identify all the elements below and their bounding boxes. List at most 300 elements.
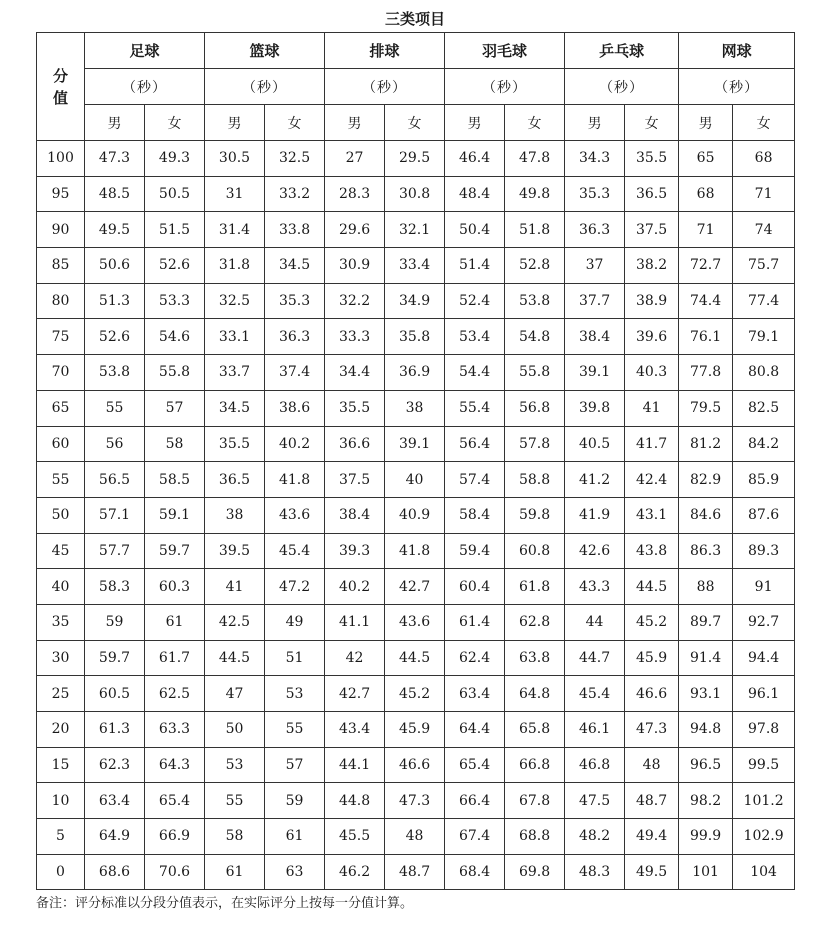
time-cell: 53.8 (505, 283, 565, 319)
time-cell: 60.5 (85, 676, 145, 712)
time-cell: 39.1 (385, 426, 445, 462)
time-cell: 29.5 (385, 141, 445, 177)
time-cell: 59.8 (505, 497, 565, 533)
time-cell: 82.9 (679, 462, 733, 498)
time-cell: 62.8 (505, 604, 565, 640)
time-cell: 71 (733, 176, 795, 212)
time-cell: 47 (205, 676, 265, 712)
time-cell: 56.5 (85, 462, 145, 498)
unit-label: （秒） (205, 69, 325, 105)
time-cell: 62.3 (85, 747, 145, 783)
time-cell: 63 (265, 854, 325, 890)
time-cell: 55.8 (505, 355, 565, 391)
time-cell: 57.8 (505, 426, 565, 462)
time-cell: 61.7 (145, 640, 205, 676)
score-cell: 60 (37, 426, 85, 462)
table-row (37, 747, 795, 783)
time-cell: 51 (265, 640, 325, 676)
time-cell: 33.4 (385, 248, 445, 284)
time-cell: 51.4 (445, 248, 505, 284)
time-cell: 36.9 (385, 355, 445, 391)
time-cell: 64.4 (445, 712, 505, 748)
time-cell: 30.8 (385, 176, 445, 212)
time-cell: 58.4 (445, 497, 505, 533)
time-cell: 65.4 (145, 783, 205, 819)
time-cell: 27 (325, 141, 385, 177)
male-label: 男 (679, 105, 733, 141)
time-cell: 79.1 (733, 319, 795, 355)
time-cell: 44 (565, 604, 625, 640)
time-cell: 94.8 (679, 712, 733, 748)
score-cell: 50 (37, 497, 85, 533)
time-cell: 33.3 (325, 319, 385, 355)
time-cell: 63.8 (505, 640, 565, 676)
time-cell: 34.3 (565, 141, 625, 177)
time-cell: 66.8 (505, 747, 565, 783)
time-cell: 36.6 (325, 426, 385, 462)
footnote: 备注：评分标准以分段分值表示，在实际评分上按每一分值计算。 (36, 896, 414, 911)
time-cell: 74.4 (679, 283, 733, 319)
time-cell: 31 (205, 176, 265, 212)
table-row (37, 141, 795, 177)
time-cell: 45.4 (565, 676, 625, 712)
time-cell: 30.9 (325, 248, 385, 284)
time-cell: 41 (205, 569, 265, 605)
score-cell: 20 (37, 712, 85, 748)
time-cell: 47.3 (385, 783, 445, 819)
time-cell: 36.3 (265, 319, 325, 355)
time-cell: 42 (325, 640, 385, 676)
female-label: 女 (505, 105, 565, 141)
time-cell: 39.8 (565, 390, 625, 426)
time-cell: 97.8 (733, 712, 795, 748)
time-cell: 59.1 (145, 497, 205, 533)
time-cell: 81.2 (679, 426, 733, 462)
time-cell: 102.9 (733, 819, 795, 855)
time-cell: 43.6 (265, 497, 325, 533)
time-cell: 38.2 (625, 248, 679, 284)
table-row (37, 319, 795, 355)
time-cell: 49.4 (625, 819, 679, 855)
time-cell: 36.5 (625, 176, 679, 212)
time-cell: 33.7 (205, 355, 265, 391)
time-cell: 40.2 (325, 569, 385, 605)
time-cell: 45.2 (385, 676, 445, 712)
score-cell: 65 (37, 390, 85, 426)
female-label: 女 (385, 105, 445, 141)
score-cell: 40 (37, 569, 85, 605)
time-cell: 87.6 (733, 497, 795, 533)
time-cell: 57 (145, 390, 205, 426)
time-cell: 53.3 (145, 283, 205, 319)
time-cell: 55 (85, 390, 145, 426)
time-cell: 32.1 (385, 212, 445, 248)
time-cell: 44.8 (325, 783, 385, 819)
time-cell: 80.8 (733, 355, 795, 391)
male-label: 男 (325, 105, 385, 141)
time-cell: 62.5 (145, 676, 205, 712)
table-row (37, 533, 795, 569)
table-row (37, 712, 795, 748)
table-row (37, 248, 795, 284)
time-cell: 42.5 (205, 604, 265, 640)
time-cell: 48.5 (85, 176, 145, 212)
time-cell: 101.2 (733, 783, 795, 819)
time-cell: 42.7 (325, 676, 385, 712)
time-cell: 38 (385, 390, 445, 426)
time-cell: 47.5 (565, 783, 625, 819)
time-cell: 67.8 (505, 783, 565, 819)
time-cell: 59 (85, 604, 145, 640)
score-cell: 90 (37, 212, 85, 248)
time-cell: 38.4 (565, 319, 625, 355)
time-cell: 58.8 (505, 462, 565, 498)
time-cell: 37.7 (565, 283, 625, 319)
time-cell: 53.8 (85, 355, 145, 391)
time-cell: 85.9 (733, 462, 795, 498)
time-cell: 70.6 (145, 854, 205, 890)
time-cell: 88 (679, 569, 733, 605)
time-cell: 41 (625, 390, 679, 426)
time-cell: 47.2 (265, 569, 325, 605)
time-cell: 33.1 (205, 319, 265, 355)
table-body (37, 141, 795, 890)
table-row (37, 497, 795, 533)
time-cell: 41.1 (325, 604, 385, 640)
time-cell: 35.3 (265, 283, 325, 319)
table-row (37, 283, 795, 319)
time-cell: 53 (265, 676, 325, 712)
unit-label: （秒） (85, 69, 205, 105)
time-cell: 94.4 (733, 640, 795, 676)
unit-label: （秒） (679, 69, 795, 105)
time-cell: 55 (265, 712, 325, 748)
time-cell: 47.3 (85, 141, 145, 177)
time-cell: 64.8 (505, 676, 565, 712)
table-row (37, 783, 795, 819)
time-cell: 38.9 (625, 283, 679, 319)
time-cell: 57.4 (445, 462, 505, 498)
unit-label: （秒） (445, 69, 565, 105)
time-cell: 40.2 (265, 426, 325, 462)
female-label: 女 (733, 105, 795, 141)
time-cell: 58 (145, 426, 205, 462)
time-cell: 82.5 (733, 390, 795, 426)
time-cell: 68 (733, 141, 795, 177)
time-cell: 34.5 (205, 390, 265, 426)
time-cell: 40.9 (385, 497, 445, 533)
time-cell: 46.1 (565, 712, 625, 748)
time-cell: 46.2 (325, 854, 385, 890)
time-cell: 32.2 (325, 283, 385, 319)
time-cell: 40.3 (625, 355, 679, 391)
time-cell: 40.5 (565, 426, 625, 462)
time-cell: 101 (679, 854, 733, 890)
time-cell: 54.6 (145, 319, 205, 355)
score-cell: 45 (37, 533, 85, 569)
time-cell: 43.8 (625, 533, 679, 569)
time-cell: 39.5 (205, 533, 265, 569)
male-label: 男 (85, 105, 145, 141)
time-cell: 32.5 (265, 141, 325, 177)
time-cell: 55.8 (145, 355, 205, 391)
table-row (37, 426, 795, 462)
time-cell: 46.6 (625, 676, 679, 712)
time-cell: 33.8 (265, 212, 325, 248)
time-cell: 59.7 (145, 533, 205, 569)
time-cell: 63.4 (445, 676, 505, 712)
time-cell: 77.4 (733, 283, 795, 319)
time-cell: 31.8 (205, 248, 265, 284)
time-cell: 77.8 (679, 355, 733, 391)
table-row (37, 819, 795, 855)
female-label: 女 (265, 105, 325, 141)
time-cell: 36.5 (205, 462, 265, 498)
time-cell: 41.7 (625, 426, 679, 462)
time-cell: 34.9 (385, 283, 445, 319)
sport-header-table-tennis: 乒乓球 (565, 33, 679, 69)
time-cell: 74 (733, 212, 795, 248)
unit-label: （秒） (565, 69, 679, 105)
time-cell: 52.6 (145, 248, 205, 284)
time-cell: 44.5 (625, 569, 679, 605)
time-cell: 61.3 (85, 712, 145, 748)
time-cell: 49.5 (625, 854, 679, 890)
time-cell: 44.5 (385, 640, 445, 676)
time-cell: 31.4 (205, 212, 265, 248)
time-cell: 51.3 (85, 283, 145, 319)
time-cell: 59.7 (85, 640, 145, 676)
score-cell: 55 (37, 462, 85, 498)
table-row (37, 604, 795, 640)
time-cell: 39.3 (325, 533, 385, 569)
time-cell: 43.6 (385, 604, 445, 640)
time-cell: 49.3 (145, 141, 205, 177)
table-row (37, 212, 795, 248)
score-cell: 100 (37, 141, 85, 177)
time-cell: 44.5 (205, 640, 265, 676)
time-cell: 55 (205, 783, 265, 819)
female-label: 女 (145, 105, 205, 141)
time-cell: 48 (385, 819, 445, 855)
time-cell: 65.4 (445, 747, 505, 783)
time-cell: 45.5 (325, 819, 385, 855)
time-cell: 57 (265, 747, 325, 783)
table-row (37, 355, 795, 391)
time-cell: 63.4 (85, 783, 145, 819)
time-cell: 45.4 (265, 533, 325, 569)
time-cell: 79.5 (679, 390, 733, 426)
time-cell: 64.3 (145, 747, 205, 783)
time-cell: 98.2 (679, 783, 733, 819)
time-cell: 93.1 (679, 676, 733, 712)
time-cell: 41.9 (565, 497, 625, 533)
time-cell: 39.1 (565, 355, 625, 391)
time-cell: 60.4 (445, 569, 505, 605)
time-cell: 60.8 (505, 533, 565, 569)
table-title: 三类项目 (384, 10, 445, 28)
time-cell: 46.6 (385, 747, 445, 783)
score-header-line2: 值 (52, 88, 68, 107)
time-cell: 69.8 (505, 854, 565, 890)
time-cell: 37.5 (625, 212, 679, 248)
time-cell: 54.4 (445, 355, 505, 391)
time-cell: 56.4 (445, 426, 505, 462)
time-cell: 44.7 (565, 640, 625, 676)
time-cell: 52.6 (85, 319, 145, 355)
table-row (37, 390, 795, 426)
time-cell: 48.4 (445, 176, 505, 212)
time-cell: 48 (625, 747, 679, 783)
time-cell: 45.9 (625, 640, 679, 676)
time-cell: 41.8 (385, 533, 445, 569)
time-cell: 47.8 (505, 141, 565, 177)
time-cell: 59 (265, 783, 325, 819)
time-cell: 68 (679, 176, 733, 212)
scoring-table (36, 32, 795, 890)
time-cell: 37 (565, 248, 625, 284)
time-cell: 53 (205, 747, 265, 783)
time-cell: 96.1 (733, 676, 795, 712)
time-cell: 65.8 (505, 712, 565, 748)
score-cell: 0 (37, 854, 85, 890)
time-cell: 35.3 (565, 176, 625, 212)
time-cell: 50.5 (145, 176, 205, 212)
time-cell: 104 (733, 854, 795, 890)
table-row (37, 854, 795, 890)
time-cell: 68.4 (445, 854, 505, 890)
time-cell: 99.5 (733, 747, 795, 783)
time-cell: 61 (205, 854, 265, 890)
time-cell: 54.8 (505, 319, 565, 355)
unit-label: （秒） (325, 69, 445, 105)
time-cell: 49 (265, 604, 325, 640)
table-row (37, 462, 795, 498)
score-cell: 5 (37, 819, 85, 855)
female-label: 女 (625, 105, 679, 141)
time-cell: 47.3 (625, 712, 679, 748)
table-row (37, 176, 795, 212)
time-cell: 38 (205, 497, 265, 533)
time-cell: 65 (679, 141, 733, 177)
time-cell: 36.3 (565, 212, 625, 248)
time-cell: 86.3 (679, 533, 733, 569)
time-cell: 48.3 (565, 854, 625, 890)
sport-header-volleyball: 排球 (325, 33, 445, 69)
time-cell: 37.5 (325, 462, 385, 498)
score-header (37, 33, 85, 141)
time-cell: 29.6 (325, 212, 385, 248)
time-cell: 42.7 (385, 569, 445, 605)
time-cell: 39.6 (625, 319, 679, 355)
time-cell: 61 (265, 819, 325, 855)
time-cell: 76.1 (679, 319, 733, 355)
time-cell: 53.4 (445, 319, 505, 355)
time-cell: 35.5 (325, 390, 385, 426)
time-cell: 30.5 (205, 141, 265, 177)
time-cell: 51.8 (505, 212, 565, 248)
sport-header-badminton: 羽毛球 (445, 33, 565, 69)
time-cell: 91 (733, 569, 795, 605)
time-cell: 34.4 (325, 355, 385, 391)
time-cell: 99.9 (679, 819, 733, 855)
time-cell: 51.5 (145, 212, 205, 248)
time-cell: 45.9 (385, 712, 445, 748)
score-cell: 95 (37, 176, 85, 212)
time-cell: 52.4 (445, 283, 505, 319)
time-cell: 45.2 (625, 604, 679, 640)
time-cell: 46.8 (565, 747, 625, 783)
table-row (37, 569, 795, 605)
time-cell: 62.4 (445, 640, 505, 676)
time-cell: 61.4 (445, 604, 505, 640)
time-cell: 35.5 (625, 141, 679, 177)
time-cell: 57.7 (85, 533, 145, 569)
time-cell: 84.2 (733, 426, 795, 462)
table-row (37, 676, 795, 712)
sport-header-tennis: 网球 (679, 33, 795, 69)
time-cell: 38.6 (265, 390, 325, 426)
male-label: 男 (565, 105, 625, 141)
time-cell: 55.4 (445, 390, 505, 426)
time-cell: 67.4 (445, 819, 505, 855)
time-cell: 50.6 (85, 248, 145, 284)
score-cell: 75 (37, 319, 85, 355)
time-cell: 60.3 (145, 569, 205, 605)
time-cell: 64.9 (85, 819, 145, 855)
score-cell: 85 (37, 248, 85, 284)
time-cell: 66.4 (445, 783, 505, 819)
time-cell: 57.1 (85, 497, 145, 533)
time-cell: 28.3 (325, 176, 385, 212)
time-cell: 50.4 (445, 212, 505, 248)
time-cell: 89.3 (733, 533, 795, 569)
time-cell: 92.7 (733, 604, 795, 640)
score-header-line1: 分 (52, 66, 68, 85)
time-cell: 58.3 (85, 569, 145, 605)
time-cell: 50 (205, 712, 265, 748)
time-cell: 72.7 (679, 248, 733, 284)
time-cell: 96.5 (679, 747, 733, 783)
time-cell: 63.3 (145, 712, 205, 748)
time-cell: 59.4 (445, 533, 505, 569)
time-cell: 66.9 (145, 819, 205, 855)
time-cell: 61.8 (505, 569, 565, 605)
male-label: 男 (205, 105, 265, 141)
time-cell: 68.6 (85, 854, 145, 890)
time-cell: 42.6 (565, 533, 625, 569)
time-cell: 35.5 (205, 426, 265, 462)
time-cell: 71 (679, 212, 733, 248)
score-cell: 30 (37, 640, 85, 676)
table-row (37, 640, 795, 676)
score-cell: 80 (37, 283, 85, 319)
time-cell: 61 (145, 604, 205, 640)
time-cell: 34.5 (265, 248, 325, 284)
time-cell: 75.7 (733, 248, 795, 284)
time-cell: 41.2 (565, 462, 625, 498)
time-cell: 42.4 (625, 462, 679, 498)
time-cell: 84.6 (679, 497, 733, 533)
time-cell: 52.8 (505, 248, 565, 284)
time-cell: 49.5 (85, 212, 145, 248)
time-cell: 43.3 (565, 569, 625, 605)
time-cell: 44.1 (325, 747, 385, 783)
time-cell: 38.4 (325, 497, 385, 533)
time-cell: 48.7 (625, 783, 679, 819)
time-cell: 35.8 (385, 319, 445, 355)
time-cell: 43.4 (325, 712, 385, 748)
